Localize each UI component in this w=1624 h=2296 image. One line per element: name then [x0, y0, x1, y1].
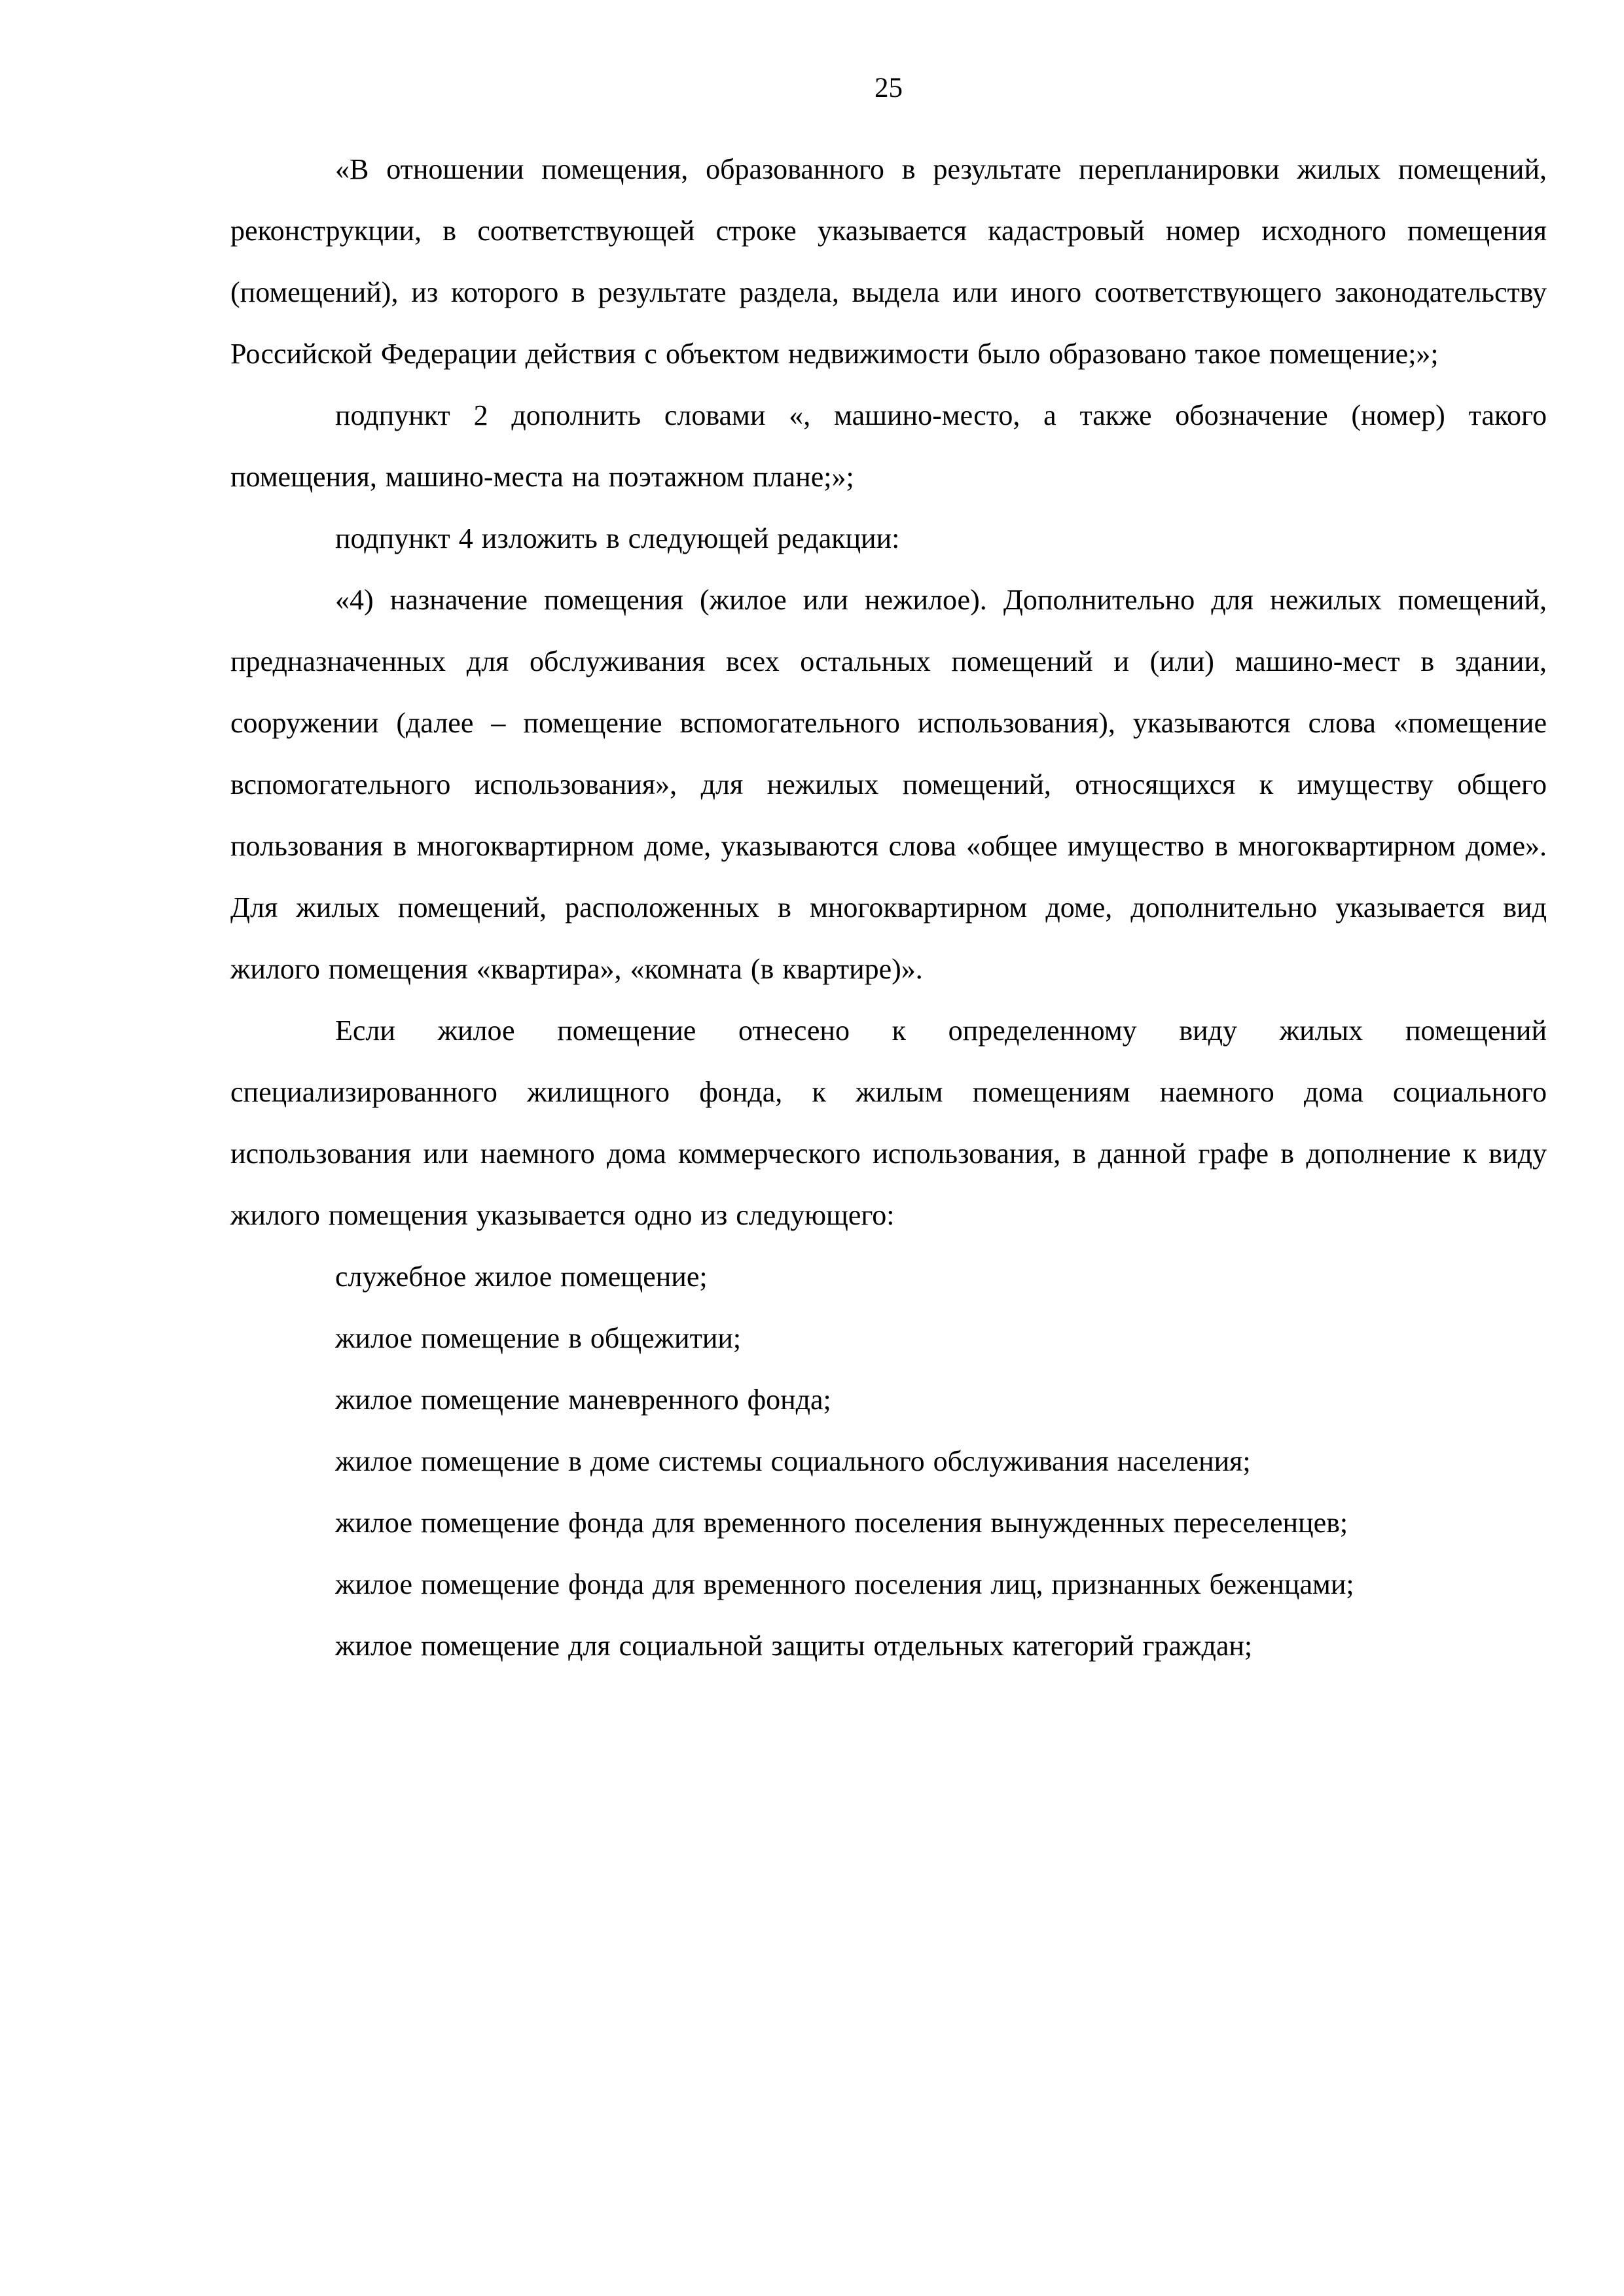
list-item-social-protection: жилое помещение для социальной защиты отдельных категорий граждан;	[335, 1630, 1253, 1662]
paragraph-subitem-4-text: «4) назначение помещения (жилое или нежилое). Дополнительно для нежилых помещений, предназначенных для обслуживания всех остальных помещений и (или) машино-мест в здании, сооружении (далее – помещение вспомогательного использования), указываются слова «помещение вспомогательного использования», для нежилых помещений, относящихся к имуществу общего пользования в многоквартирном доме, указываются слова «общее имущество в многоквартирном доме». Для жилых помещений, расположенных в многоквартирном доме, дополнительно указывается вид жилого помещения «квартира», «комната (в квартире)».	[230, 584, 1547, 985]
paragraph-subitem-4-intro: подпункт 4 изложить в следующей редакции:	[335, 522, 900, 554]
page-number: 25	[875, 73, 903, 103]
list-item-maneuverable-fund: жилое помещение маневренного фонда;	[335, 1384, 831, 1416]
list-item-dormitory-housing: жилое помещение в общежитии;	[335, 1322, 742, 1354]
list-item-service-housing: служебное жилое помещение;	[335, 1261, 708, 1293]
paragraph-housing-fund-intro: Если жилое помещение отнесено к определенному виду жилых помещений специализированного жилищного фонда, к жилым помещениям наемного дома социального использования или наемного дома коммерческого использования, в данной графе в дополнение к виду жилого помещения указывается одно из следующего:	[230, 1014, 1547, 1231]
list-item-social-service-house: жилое помещение в доме системы социального обслуживания населения;	[335, 1445, 1251, 1477]
paragraph-subitem-2-amendment: подпункт 2 дополнить словами «, машино-место, а также обозначение (номер) такого помещения, машино-места на поэтажном плане;»;	[230, 399, 1547, 493]
paragraph-premises-reconstruction: «В отношении помещения, образованного в результате перепланировки жилых помещений, реконструкции, в соответствующей строке указывается кадастровый номер исходного помещения (помещений), из которого в результате раздела, выдела или иного соответствующего законодательству Российской Федерации действия с объектом недвижимости было образовано такое помещение;»;	[230, 153, 1547, 370]
document-body	[230, 139, 1547, 1677]
list-item-forced-migrants: жилое помещение фонда для временного поселения вынужденных переселенцев;	[335, 1507, 1348, 1539]
list-item-refugees: жилое помещение фонда для временного поселения лиц, признанных беженцами;	[335, 1568, 1354, 1600]
